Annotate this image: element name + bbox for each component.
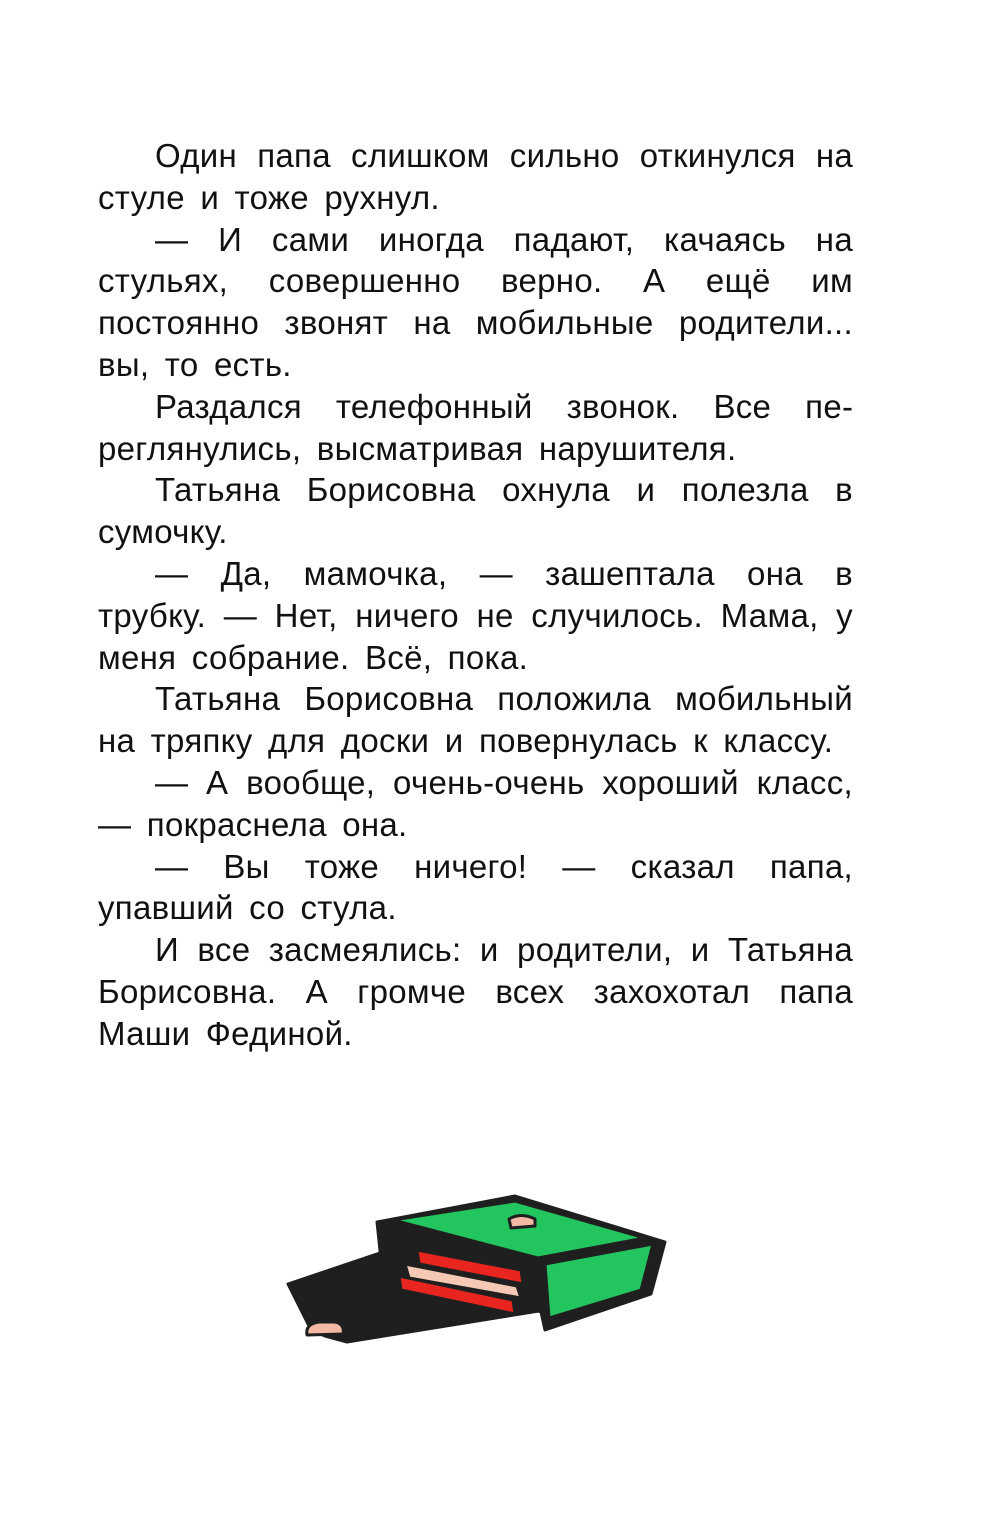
paragraph-1: Один папа слишком сильно откинулся на стуле и тоже рухнул. bbox=[98, 137, 853, 216]
satchel-clasp bbox=[307, 1322, 344, 1335]
paragraph-2: — И сами иногда падают, качаясь на стульях, совершенно верно. А ещё им постоянно звонят на мобильные родители... вы, то есть. bbox=[98, 220, 853, 383]
book-page-text bbox=[98, 135, 853, 1055]
paragraph-5: — Да, мамочка, — зашептала она в трубку. — Нет, ничего не случилось. Мама, у меня собрание. Всё, пока. bbox=[98, 554, 853, 676]
school-satchel-icon bbox=[285, 1192, 670, 1372]
satchel-cover-clasp bbox=[509, 1216, 535, 1229]
school-satchel-illustration bbox=[285, 1192, 670, 1372]
paragraph-8: — Вы тоже ничего! — сказал папа, упавший со стула. bbox=[98, 847, 853, 927]
paragraph-4: Татьяна Борисовна охнула и полезла в сумочку. bbox=[98, 471, 853, 551]
paragraph-3: Раздался телефонный звонок. Все переглянулись, высматривая нарушителя. bbox=[98, 387, 853, 467]
paragraph-7: — А вообще, очень-очень хороший класс, — покраснела она. bbox=[98, 763, 853, 843]
paragraph-9: И все засмеялись: и родители, и Татьяна Борисовна. А громче всех захохотал папа Маши Фединой. bbox=[98, 931, 853, 1052]
paragraph-6: Татьяна Борисовна положила мобильный на тряпку для доски и повернулась к классу. bbox=[98, 680, 853, 760]
